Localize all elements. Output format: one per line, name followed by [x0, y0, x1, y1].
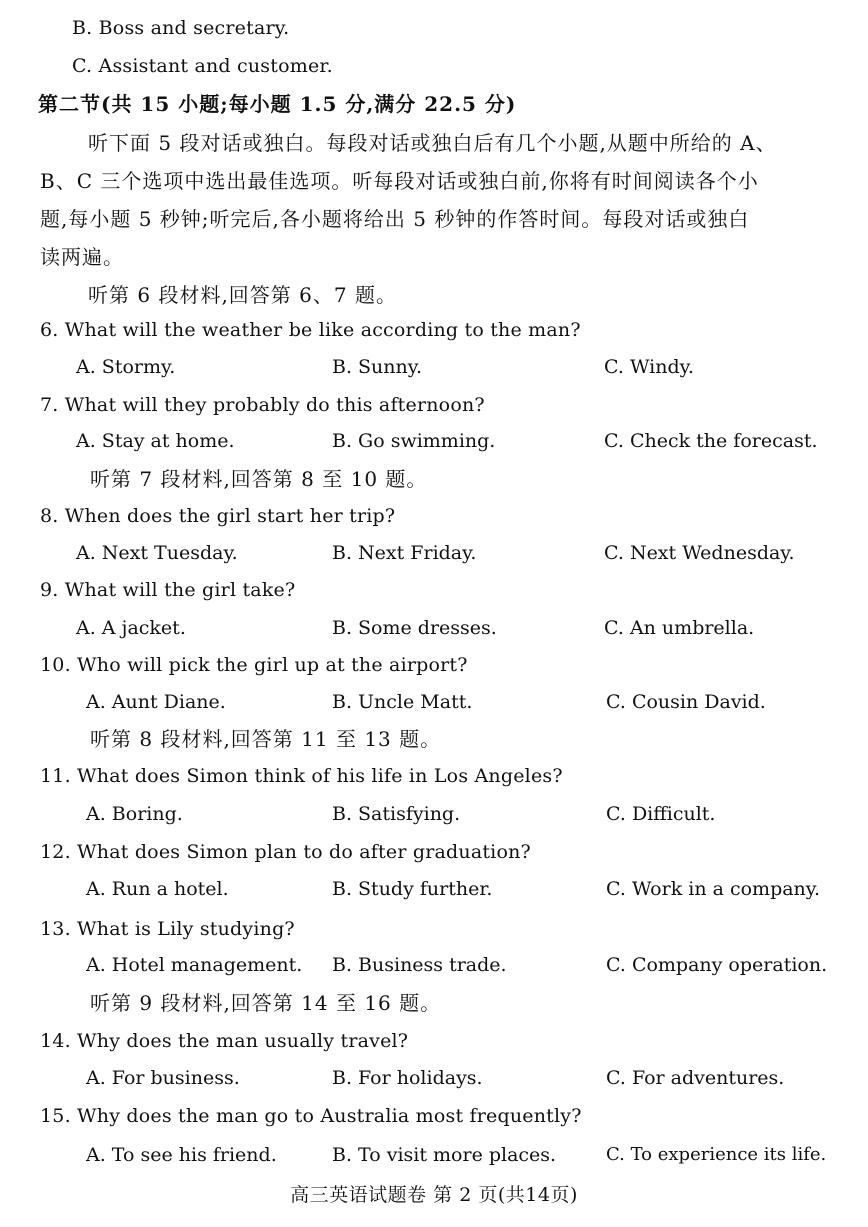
option-a: A. Stormy. [76, 356, 176, 378]
question-text: 13. What is Lily studying? [40, 918, 295, 940]
prev-option-b: B. Boss and secretary. [72, 17, 290, 39]
option-a: A. A jacket. [76, 617, 186, 639]
option-c: C. An umbrella. [604, 617, 755, 639]
option-a: A. Aunt Diane. [86, 691, 226, 713]
option-b: B. Some dresses. [332, 617, 497, 639]
page-footer: 高三英语试题卷 第 2 页(共14页) [290, 1184, 578, 1206]
question-text: 6. What will the weather be like according to the man? [40, 319, 581, 341]
question-text: 9. What will the girl take? [40, 579, 296, 601]
option-b: B. Go swimming. [332, 430, 496, 452]
question-text: 14. Why does the man usually travel? [40, 1030, 409, 1052]
question-text: 15. Why does the man go to Australia most frequently? [40, 1105, 582, 1127]
option-b: B. For holidays. [332, 1067, 483, 1089]
material-header-8: 听第 8 段材料,回答第 11 至 13 题。 [90, 727, 442, 751]
material-header-9: 听第 9 段材料,回答第 14 至 16 题。 [90, 991, 442, 1015]
option-b: B. Business trade. [332, 954, 507, 976]
material-header-6: 听第 6 段材料,回答第 6、7 题。 [88, 283, 397, 307]
option-b: B. Satisfying. [332, 803, 461, 825]
material-header-7: 听第 7 段材料,回答第 8 至 10 题。 [90, 467, 428, 491]
option-b: B. Next Friday. [332, 542, 477, 564]
option-b: B. Study further. [332, 878, 493, 900]
option-c: C. To experience its life. [606, 1144, 827, 1165]
question-text: 8. When does the girl start her trip? [40, 505, 396, 527]
option-c: C. Next Wednesday. [604, 542, 795, 564]
option-c: C. Company operation. [606, 954, 828, 976]
option-a: A. To see his friend. [86, 1144, 277, 1166]
option-a: A. Stay at home. [76, 430, 235, 452]
option-b: B. Uncle Matt. [332, 691, 473, 713]
option-c: C. Cousin David. [606, 691, 766, 713]
option-a: A. Run a hotel. [86, 878, 229, 900]
option-c: C. Difficult. [606, 803, 716, 825]
instruction-line: 题,每小题 5 秒钟;听完后,各小题将给出 5 秒钟的作答时间。每段对话或独白 [40, 207, 750, 231]
instruction-line: 听下面 5 段对话或独白。每段对话或独白后有几个小题,从题中所给的 A、 [88, 131, 777, 155]
option-c: C. Work in a company. [606, 878, 821, 900]
question-text: 12. What does Simon plan to do after graduation? [40, 841, 531, 863]
option-a: A. Next Tuesday. [76, 542, 238, 564]
option-a: A. For business. [86, 1067, 240, 1089]
option-a: A. Hotel management. [86, 954, 303, 976]
question-text: 11. What does Simon think of his life in Los Angeles? [40, 765, 563, 787]
option-c: C. Check the forecast. [604, 430, 818, 452]
option-c: C. For adventures. [606, 1067, 785, 1089]
instruction-line: B、C 三个选项中选出最佳选项。听每段对话或独白前,你将有时间阅读各个小 [40, 169, 759, 193]
instruction-line: 读两遍。 [40, 245, 124, 269]
prev-option-c: C. Assistant and customer. [72, 55, 333, 77]
question-text: 7. What will they probably do this afternoon? [40, 394, 485, 416]
section-heading: 第二节(共 15 小题;每小题 1.5 分,满分 22.5 分) [38, 92, 517, 116]
option-b: B. Sunny. [332, 356, 423, 378]
option-a: A. Boring. [86, 803, 183, 825]
option-c: C. Windy. [604, 356, 694, 378]
option-b: B. To visit more places. [332, 1144, 557, 1166]
question-text: 10. Who will pick the girl up at the airport? [40, 654, 468, 676]
